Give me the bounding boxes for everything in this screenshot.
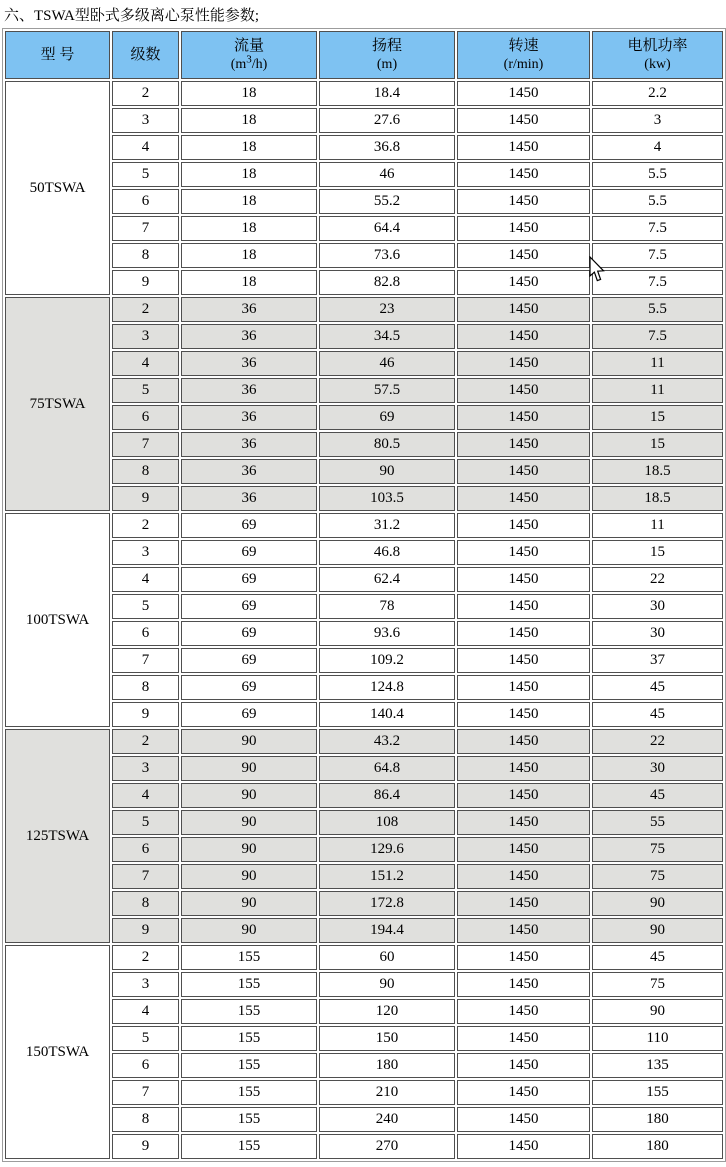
header-speed-unit: (r/min) xyxy=(503,57,544,72)
speed-cell: 1450 xyxy=(457,1080,590,1105)
head-cell: 210 xyxy=(319,1080,455,1105)
speed-cell: 1450 xyxy=(457,675,590,700)
power-cell: 45 xyxy=(592,945,723,970)
speed-cell: 1450 xyxy=(457,621,590,646)
power-cell: 55 xyxy=(592,810,723,835)
header-stages xyxy=(112,31,179,79)
flow-cell: 69 xyxy=(181,675,317,700)
table-row xyxy=(5,648,723,673)
flow-cell: 18 xyxy=(181,189,317,214)
flow-cell: 90 xyxy=(181,891,317,916)
flow-cell: 18 xyxy=(181,162,317,187)
head-cell: 93.6 xyxy=(319,621,455,646)
model-cell: 125TSWA xyxy=(5,729,110,943)
table-row xyxy=(5,729,723,754)
head-cell: 36.8 xyxy=(319,135,455,160)
head-cell: 129.6 xyxy=(319,837,455,862)
table-row xyxy=(5,135,723,160)
stages-cell: 9 xyxy=(112,486,179,511)
flow-cell: 69 xyxy=(181,567,317,592)
table-row xyxy=(5,864,723,889)
header-flow-unit: $(m^3/h)$ xyxy=(230,53,268,72)
head-cell: 124.8 xyxy=(319,675,455,700)
flow-cell: 69 xyxy=(181,540,317,565)
stages-cell: 2 xyxy=(112,945,179,970)
stages-cell: 3 xyxy=(112,756,179,781)
speed-cell: 1450 xyxy=(457,405,590,430)
head-cell: 120 xyxy=(319,999,455,1024)
power-cell: 15 xyxy=(592,432,723,457)
head-cell: 46.8 xyxy=(319,540,455,565)
power-cell: 4 xyxy=(592,135,723,160)
model-cell: 100TSWA xyxy=(5,513,110,727)
head-cell: 240 xyxy=(319,1107,455,1132)
flow-cell: 18 xyxy=(181,108,317,133)
flow-cell: 36 xyxy=(181,351,317,376)
stages-cell: 6 xyxy=(112,1053,179,1078)
head-cell: 150 xyxy=(319,1026,455,1051)
power-cell: 22 xyxy=(592,567,723,592)
table-row xyxy=(5,189,723,214)
stages-cell: 5 xyxy=(112,594,179,619)
head-cell: 140.4 xyxy=(319,702,455,727)
speed-cell: 1450 xyxy=(457,702,590,727)
table-row xyxy=(5,918,723,943)
stages-cell: 8 xyxy=(112,1107,179,1132)
stages-cell: 3 xyxy=(112,324,179,349)
power-cell: 7.5 xyxy=(592,324,723,349)
power-cell: 5.5 xyxy=(592,297,723,322)
head-cell: 103.5 xyxy=(319,486,455,511)
power-cell: 18.5 xyxy=(592,459,723,484)
header-row xyxy=(5,31,723,79)
power-cell: 75 xyxy=(592,837,723,862)
stages-cell: 2 xyxy=(112,297,179,322)
table-row xyxy=(5,108,723,133)
table-row xyxy=(5,540,723,565)
table-row xyxy=(5,1107,723,1132)
stages-cell: 2 xyxy=(112,513,179,538)
speed-cell: 1450 xyxy=(457,108,590,133)
table-row xyxy=(5,756,723,781)
power-cell: 37 xyxy=(592,648,723,673)
flow-cell: 90 xyxy=(181,837,317,862)
flow-cell: 69 xyxy=(181,702,317,727)
table-row xyxy=(5,1080,723,1105)
head-cell: 34.5 xyxy=(319,324,455,349)
flow-cell: 90 xyxy=(181,729,317,754)
table-row xyxy=(5,972,723,997)
speed-cell: 1450 xyxy=(457,81,590,106)
speed-cell: 1450 xyxy=(457,972,590,997)
flow-cell: 36 xyxy=(181,405,317,430)
speed-cell: 1450 xyxy=(457,648,590,673)
head-cell: 194.4 xyxy=(319,918,455,943)
power-cell: 45 xyxy=(592,675,723,700)
speed-cell: 1450 xyxy=(457,513,590,538)
stages-cell: 5 xyxy=(112,810,179,835)
pump-parameters-table xyxy=(2,28,726,1162)
flow-cell: 155 xyxy=(181,972,317,997)
stages-cell: 4 xyxy=(112,783,179,808)
head-cell: 64.8 xyxy=(319,756,455,781)
head-cell: 55.2 xyxy=(319,189,455,214)
head-cell: 151.2 xyxy=(319,864,455,889)
power-cell: 3 xyxy=(592,108,723,133)
speed-cell: 1450 xyxy=(457,1053,590,1078)
header-flow xyxy=(181,31,317,79)
speed-cell: 1450 xyxy=(457,837,590,862)
head-cell: 31.2 xyxy=(319,513,455,538)
table-row xyxy=(5,270,723,295)
head-cell: 90 xyxy=(319,459,455,484)
page-title: 六、TSWA型卧式多级离心泵性能参数; xyxy=(4,8,260,24)
flow-cell: 90 xyxy=(181,783,317,808)
speed-cell: 1450 xyxy=(457,1107,590,1132)
stages-cell: 8 xyxy=(112,243,179,268)
power-cell: 180 xyxy=(592,1134,723,1159)
head-cell: 62.4 xyxy=(319,567,455,592)
table-row xyxy=(5,162,723,187)
head-cell: 86.4 xyxy=(319,783,455,808)
flow-cell: 90 xyxy=(181,810,317,835)
speed-cell: 1450 xyxy=(457,432,590,457)
header-head-unit: (m) xyxy=(376,57,398,72)
power-cell: 15 xyxy=(592,540,723,565)
header-flow-label: 流量 xyxy=(233,38,264,54)
speed-cell: 1450 xyxy=(457,324,590,349)
power-cell: 30 xyxy=(592,621,723,646)
stages-cell: 8 xyxy=(112,459,179,484)
stages-cell: 6 xyxy=(112,837,179,862)
head-cell: 18.4 xyxy=(319,81,455,106)
power-cell: 15 xyxy=(592,405,723,430)
table-row xyxy=(5,837,723,862)
speed-cell: 1450 xyxy=(457,783,590,808)
head-cell: 23 xyxy=(319,297,455,322)
table-row xyxy=(5,243,723,268)
stages-cell: 6 xyxy=(112,405,179,430)
flow-cell: 69 xyxy=(181,513,317,538)
flow-cell: 69 xyxy=(181,594,317,619)
flow-cell: 90 xyxy=(181,918,317,943)
head-cell: 46 xyxy=(319,351,455,376)
flow-cell: 90 xyxy=(181,864,317,889)
flow-cell: 155 xyxy=(181,1053,317,1078)
header-power xyxy=(592,31,723,79)
power-cell: 90 xyxy=(592,918,723,943)
power-cell: 90 xyxy=(592,999,723,1024)
stages-cell: 5 xyxy=(112,162,179,187)
header-head-label: 扬程 xyxy=(371,38,402,54)
head-cell: 57.5 xyxy=(319,378,455,403)
table-row xyxy=(5,783,723,808)
table-row xyxy=(5,1026,723,1051)
power-cell: 75 xyxy=(592,864,723,889)
speed-cell: 1450 xyxy=(457,810,590,835)
header-speed xyxy=(457,31,590,79)
table-row xyxy=(5,405,723,430)
power-cell: 11 xyxy=(592,513,723,538)
speed-cell: 1450 xyxy=(457,243,590,268)
power-cell: 7.5 xyxy=(592,216,723,241)
power-cell: 30 xyxy=(592,756,723,781)
flow-cell: 18 xyxy=(181,270,317,295)
stages-cell: 4 xyxy=(112,135,179,160)
flow-cell: 155 xyxy=(181,1080,317,1105)
head-cell: 108 xyxy=(319,810,455,835)
power-cell: 5.5 xyxy=(592,162,723,187)
table-row xyxy=(5,1053,723,1078)
speed-cell: 1450 xyxy=(457,729,590,754)
stages-cell: 3 xyxy=(112,972,179,997)
speed-cell: 1450 xyxy=(457,162,590,187)
head-cell: 78 xyxy=(319,594,455,619)
head-cell: 43.2 xyxy=(319,729,455,754)
flow-cell: 155 xyxy=(181,1134,317,1159)
power-cell: 75 xyxy=(592,972,723,997)
flow-cell: 155 xyxy=(181,999,317,1024)
power-cell: 45 xyxy=(592,702,723,727)
header-head xyxy=(319,31,455,79)
table-row xyxy=(5,594,723,619)
header-speed-label: 转速 xyxy=(508,38,539,54)
table-row xyxy=(5,675,723,700)
speed-cell: 1450 xyxy=(457,945,590,970)
power-cell: 45 xyxy=(592,783,723,808)
table-row xyxy=(5,486,723,511)
stages-cell: 6 xyxy=(112,621,179,646)
head-cell: 46 xyxy=(319,162,455,187)
table-row xyxy=(5,621,723,646)
speed-cell: 1450 xyxy=(457,999,590,1024)
speed-cell: 1450 xyxy=(457,486,590,511)
table-row xyxy=(5,513,723,538)
flow-cell: 90 xyxy=(181,756,317,781)
header-power-unit: (kw) xyxy=(644,57,671,72)
speed-cell: 1450 xyxy=(457,594,590,619)
power-cell: 7.5 xyxy=(592,243,723,268)
table-header xyxy=(5,31,723,79)
header-model-label: 型 号 xyxy=(40,46,75,63)
stages-cell: 9 xyxy=(112,1134,179,1159)
flow-cell: 36 xyxy=(181,297,317,322)
table-row xyxy=(5,1134,723,1159)
table-row xyxy=(5,459,723,484)
speed-cell: 1450 xyxy=(457,135,590,160)
power-cell: 7.5 xyxy=(592,270,723,295)
stages-cell: 4 xyxy=(112,351,179,376)
stages-cell: 2 xyxy=(112,81,179,106)
table-row xyxy=(5,810,723,835)
table-row xyxy=(5,378,723,403)
stages-cell: 5 xyxy=(112,378,179,403)
power-cell: 22 xyxy=(592,729,723,754)
table-row xyxy=(5,297,723,322)
stages-cell: 5 xyxy=(112,1026,179,1051)
speed-cell: 1450 xyxy=(457,891,590,916)
stages-cell: 8 xyxy=(112,891,179,916)
speed-cell: 1450 xyxy=(457,459,590,484)
head-cell: 109.2 xyxy=(319,648,455,673)
flow-cell: 69 xyxy=(181,621,317,646)
stages-cell: 8 xyxy=(112,675,179,700)
head-cell: 270 xyxy=(319,1134,455,1159)
power-cell: 11 xyxy=(592,351,723,376)
power-cell: 5.5 xyxy=(592,189,723,214)
table-row xyxy=(5,567,723,592)
stages-cell: 2 xyxy=(112,729,179,754)
table-row xyxy=(5,324,723,349)
stages-cell: 7 xyxy=(112,864,179,889)
stages-cell: 3 xyxy=(112,108,179,133)
stages-cell: 6 xyxy=(112,189,179,214)
head-cell: 172.8 xyxy=(319,891,455,916)
power-cell: 18.5 xyxy=(592,486,723,511)
speed-cell: 1450 xyxy=(457,1026,590,1051)
head-cell: 180 xyxy=(319,1053,455,1078)
speed-cell: 1450 xyxy=(457,270,590,295)
table-row xyxy=(5,999,723,1024)
power-cell: 110 xyxy=(592,1026,723,1051)
head-cell: 27.6 xyxy=(319,108,455,133)
speed-cell: 1450 xyxy=(457,864,590,889)
speed-cell: 1450 xyxy=(457,297,590,322)
stages-cell: 4 xyxy=(112,567,179,592)
flow-cell: 155 xyxy=(181,1026,317,1051)
stages-cell: 7 xyxy=(112,216,179,241)
table-row xyxy=(5,432,723,457)
head-cell: 64.4 xyxy=(319,216,455,241)
table-row xyxy=(5,891,723,916)
flow-cell: 155 xyxy=(181,945,317,970)
head-cell: 69 xyxy=(319,405,455,430)
speed-cell: 1450 xyxy=(457,540,590,565)
head-cell: 82.8 xyxy=(319,270,455,295)
power-cell: 180 xyxy=(592,1107,723,1132)
power-cell: 2.2 xyxy=(592,81,723,106)
flow-cell: 36 xyxy=(181,378,317,403)
stages-cell: 9 xyxy=(112,270,179,295)
header-power-label: 电机功率 xyxy=(627,38,688,54)
speed-cell: 1450 xyxy=(457,351,590,376)
stages-cell: 3 xyxy=(112,540,179,565)
header-model xyxy=(5,31,110,79)
flow-cell: 36 xyxy=(181,459,317,484)
power-cell: 135 xyxy=(592,1053,723,1078)
head-cell: 60 xyxy=(319,945,455,970)
flow-cell: 18 xyxy=(181,81,317,106)
flow-cell: 18 xyxy=(181,135,317,160)
stages-cell: 9 xyxy=(112,918,179,943)
stages-cell: 9 xyxy=(112,702,179,727)
table-row xyxy=(5,945,723,970)
table-row xyxy=(5,702,723,727)
model-cell: 150TSWA xyxy=(5,945,110,1159)
power-cell: 30 xyxy=(592,594,723,619)
head-cell: 80.5 xyxy=(319,432,455,457)
table-row xyxy=(5,351,723,376)
speed-cell: 1450 xyxy=(457,567,590,592)
flow-cell: 18 xyxy=(181,243,317,268)
speed-cell: 1450 xyxy=(457,189,590,214)
stages-cell: 7 xyxy=(112,432,179,457)
speed-cell: 1450 xyxy=(457,378,590,403)
speed-cell: 1450 xyxy=(457,216,590,241)
power-cell: 11 xyxy=(592,378,723,403)
speed-cell: 1450 xyxy=(457,918,590,943)
power-cell: 90 xyxy=(592,891,723,916)
table-row xyxy=(5,216,723,241)
table-body xyxy=(5,81,723,1159)
power-cell: 155 xyxy=(592,1080,723,1105)
speed-cell: 1450 xyxy=(457,756,590,781)
speed-cell: 1450 xyxy=(457,1134,590,1159)
flow-cell: 155 xyxy=(181,1107,317,1132)
head-cell: 90 xyxy=(319,972,455,997)
model-cell: 50TSWA xyxy=(5,81,110,295)
stages-cell: 4 xyxy=(112,999,179,1024)
flow-cell: 69 xyxy=(181,648,317,673)
head-cell: 73.6 xyxy=(319,243,455,268)
stages-cell: 7 xyxy=(112,1080,179,1105)
table-row xyxy=(5,81,723,106)
flow-cell: 36 xyxy=(181,324,317,349)
flow-cell: 18 xyxy=(181,216,317,241)
stages-cell: 7 xyxy=(112,648,179,673)
flow-cell: 36 xyxy=(181,432,317,457)
header-stages-label: 级数 xyxy=(130,46,161,63)
flow-cell: 36 xyxy=(181,486,317,511)
model-cell: 75TSWA xyxy=(5,297,110,511)
